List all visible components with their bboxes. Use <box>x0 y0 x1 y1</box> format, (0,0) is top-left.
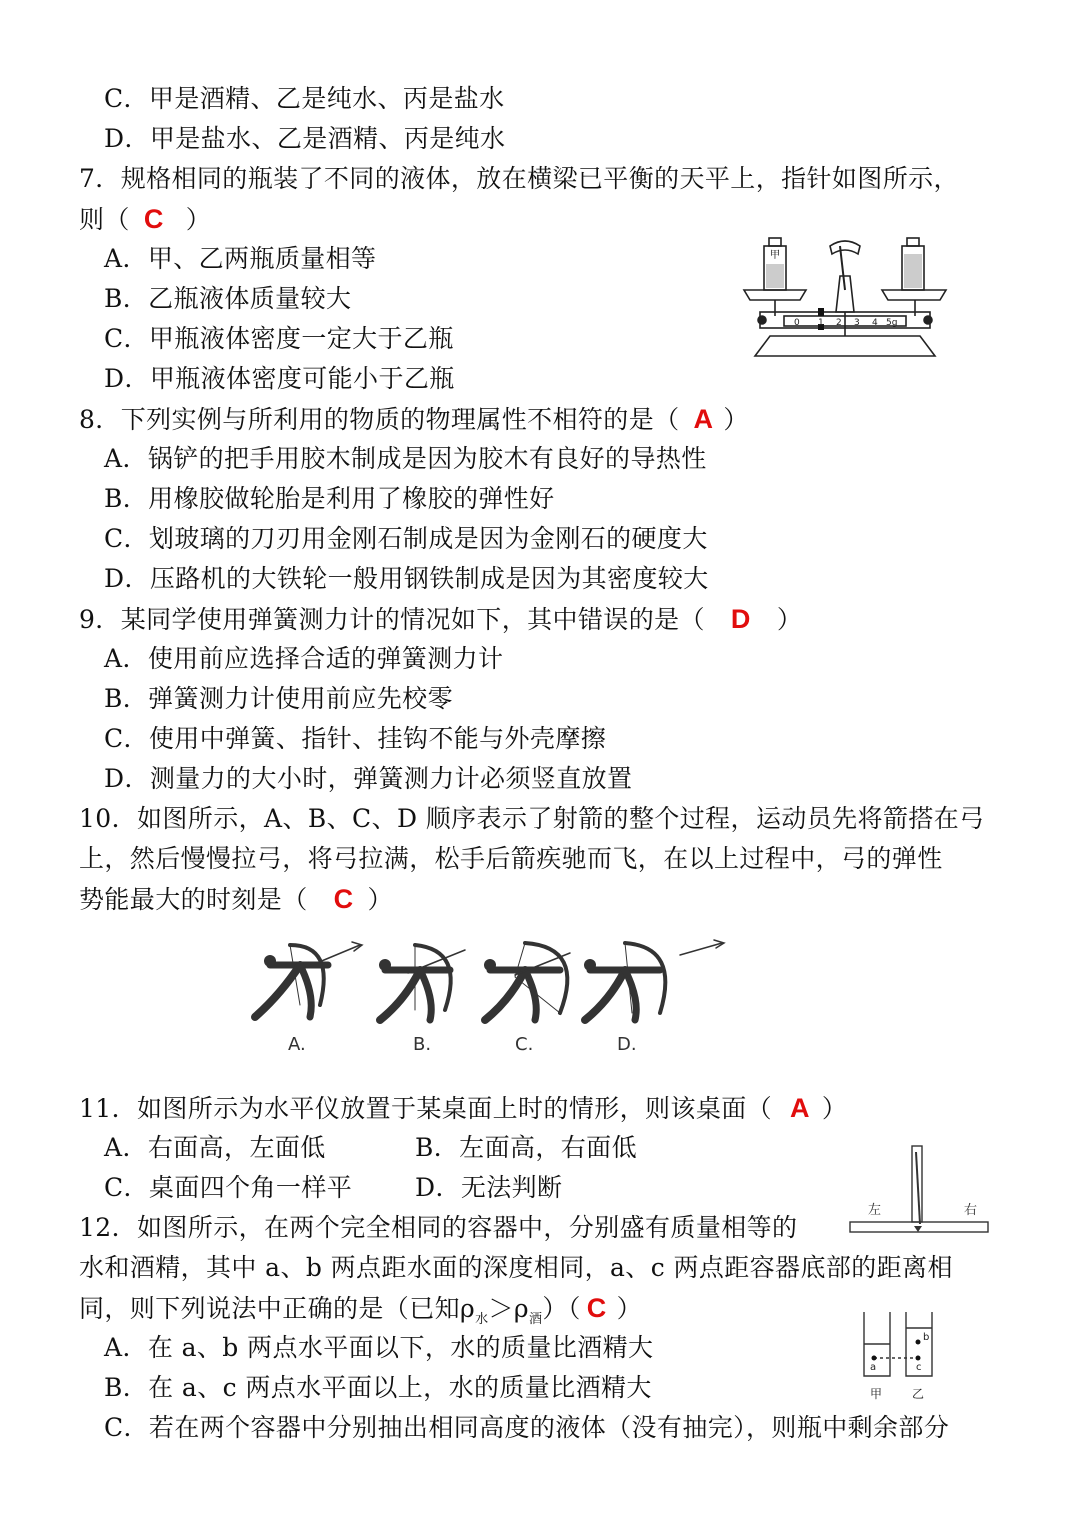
q12-stem-line1: 12．如图所示，在两个完全相同的容器中，分别盛有质量相等的 <box>79 1213 798 1242</box>
balance-scale-label-4: 4 <box>872 318 878 328</box>
balance-scale-label-2: 2 <box>836 318 842 328</box>
q9-stem-post: ） <box>776 605 803 634</box>
q9-option-a: A．使用前应选择合适的弹簧测力计 <box>104 644 504 673</box>
q10-answer: C <box>333 884 354 914</box>
balance-scale-figure <box>740 232 950 362</box>
q11-option-d: D．无法判断 <box>415 1173 563 1202</box>
q11-options-row2 <box>104 1168 563 1208</box>
q12-sub-water: 水 <box>475 1312 489 1327</box>
q8-option-c: C．划玻璃的刀刃用金刚石制成是因为金刚石的硬度大 <box>104 524 708 553</box>
q9-stem-pre: 9．某同学使用弹簧测力计的情况如下，其中错误的是（ <box>79 605 705 634</box>
balance-scale-label-5: 5g <box>886 318 898 328</box>
q7-stem-line2 <box>79 199 211 239</box>
q6-option-c: C．甲是酒精、乙是纯水、丙是盐水 <box>104 84 505 113</box>
archery-sequence-figure <box>240 925 740 1065</box>
q10-stem-line1: 10．如图所示，A、B、C、D 顺序表示了射箭的整个过程，运动员先将箭搭在弓 <box>79 804 985 833</box>
q12-option-a: A．在 a、b 两点水平面以下，水的质量比酒精大 <box>104 1333 654 1362</box>
q7-stem-post: ） <box>185 205 212 234</box>
balance-scale-label-1: 1 <box>818 318 824 328</box>
q9-option-c: C．使用中弹簧、指针、挂钩不能与外壳摩擦 <box>104 724 607 753</box>
q12-answer: C <box>586 1293 607 1323</box>
q8-option-a: A．锅铲的把手用胶木制成是因为胶木有良好的导热性 <box>104 444 707 473</box>
container-label-left: 甲 <box>870 1387 883 1401</box>
q12-option-b: B．在 a、c 两点水平面以上，水的质量比酒精大 <box>104 1373 652 1402</box>
q10-stem-line2: 上，然后慢慢拉弓，将弓拉满，松手后箭疾驰而飞，在以上过程中，弓的弹性 <box>79 844 943 873</box>
q7-option-a: A．甲、乙两瓶质量相等 <box>104 244 377 273</box>
q7-stem-pre: 则（ <box>79 205 130 234</box>
container-point-c: c <box>916 1362 922 1373</box>
q7-stem-line1: 7．规格相同的瓶装了不同的液体，放在横梁已平衡的天平上，指针如图所示， <box>79 164 959 193</box>
q12-sub-alcohol: 酒 <box>529 1312 543 1327</box>
q7-option-b: B．乙瓶液体质量较大 <box>104 284 352 313</box>
q8-stem-pre: 8．下列实例与所利用的物质的物理属性不相符的是（ <box>79 405 680 434</box>
q10-stem-post: ） <box>367 885 393 914</box>
archer-label-b: B. <box>413 1034 432 1055</box>
q12-stem-b: ＞ρ <box>488 1294 530 1323</box>
containers-figure <box>858 1310 940 1404</box>
archer-label-c: C. <box>515 1034 534 1055</box>
q10-stem-line3 <box>79 879 393 919</box>
q7-answer: C <box>143 204 164 234</box>
q12-stem-a: 同，则下列说法中正确的是（已知ρ <box>79 1294 476 1323</box>
archer-a-icon <box>255 942 362 1017</box>
q10-stem-pre: 势能最大的时刻是（ <box>79 885 308 914</box>
q8-stem-post: ） <box>723 405 749 434</box>
q12-stem-line3 <box>79 1288 642 1328</box>
q7-option-d: D．甲瓶液体密度可能小于乙瓶 <box>104 364 455 393</box>
balance-scale-label-3: 3 <box>854 318 860 328</box>
level-left-label: 左 <box>868 1203 882 1218</box>
q9-option-d: D．测量力的大小时，弹簧测力计必须竖直放置 <box>104 764 633 793</box>
q12-option-c: C．若在两个容器中分别抽出相同高度的液体（没有抽完），则瓶中剩余部分 <box>104 1413 950 1442</box>
archer-label-d: D. <box>617 1034 637 1055</box>
q11-answer: A <box>790 1093 810 1123</box>
q11-stem-pre: 11．如图所示为水平仪放置于某桌面上时的情形，则该桌面（ <box>79 1094 773 1123</box>
q11-option-a: A．右面高，左面低 <box>104 1133 326 1162</box>
container-label-right: 乙 <box>912 1387 925 1401</box>
q8-option-d: D．压路机的大铁轮一般用钢铁制成是因为其密度较大 <box>104 564 709 593</box>
q7-option-c: C．甲瓶液体密度一定大于乙瓶 <box>104 324 454 353</box>
q8-option-b: B．用橡胶做轮胎是利用了橡胶的弹性好 <box>104 484 555 513</box>
q6-option-d: D．甲是盐水、乙是酒精、丙是纯水 <box>104 124 506 153</box>
q9-answer: D <box>730 604 751 634</box>
balance-scale-label-0: 0 <box>794 318 800 328</box>
q11-stem <box>79 1088 847 1128</box>
q11-option-c: C．桌面四个角一样平 <box>104 1173 353 1202</box>
q11-stem-post: ） <box>821 1094 848 1123</box>
q12-stem-post: ） <box>616 1294 643 1323</box>
archer-d-icon <box>584 940 724 1020</box>
q9-stem <box>79 599 802 639</box>
archer-c-icon <box>484 943 570 1020</box>
container-point-b: b <box>923 1332 930 1343</box>
q8-stem <box>79 399 749 439</box>
level-right-label: 右 <box>964 1203 978 1218</box>
archer-label-a: A. <box>288 1034 306 1055</box>
q11-option-b: B．左面高，右面低 <box>415 1133 637 1162</box>
archer-b-icon <box>379 945 465 1020</box>
container-point-a: a <box>870 1362 877 1373</box>
q8-answer: A <box>693 404 714 434</box>
q12-stem-c: ）（ <box>542 1294 581 1323</box>
level-figure <box>848 1142 990 1238</box>
balance-left-bottle-label: 甲 <box>770 250 780 261</box>
q9-option-b: B．弹簧测力计使用前应先校零 <box>104 684 453 713</box>
q12-stem-line2: 水和酒精，其中 a、b 两点距水面的深度相同，a、c 两点距容器底部的距离相 <box>79 1253 953 1282</box>
q11-options-row1 <box>104 1128 637 1168</box>
